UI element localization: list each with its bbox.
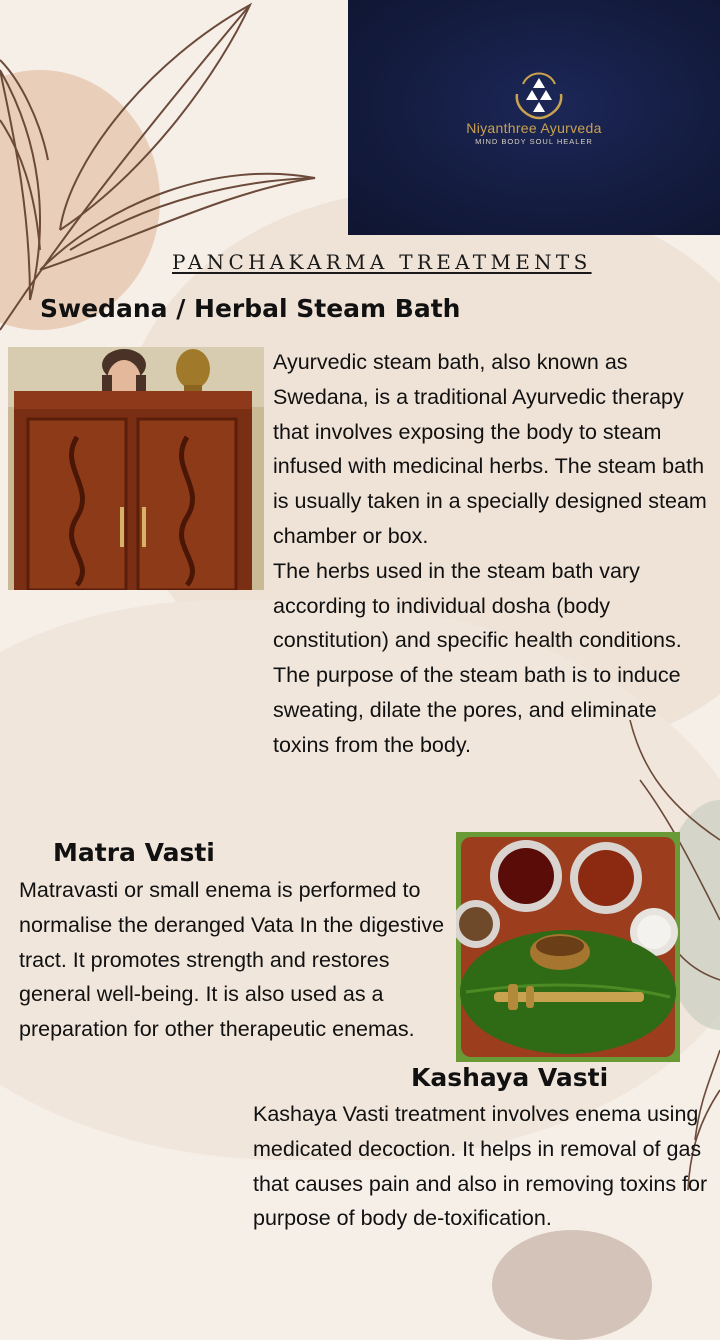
kashaya-vasti-description: Kashaya Vasti treatment involves enema using medicated decoction. It helps in removal of gas that causes pain and also in removing toxins for purpose of body de-toxification.	[253, 1102, 708, 1231]
swedana-description	[273, 345, 713, 763]
section-title-matra-vasti: Matra Vasti	[53, 838, 215, 867]
decor-blob	[492, 1230, 652, 1340]
swedana-paragraph: The purpose of the steam bath is to induce sweating, dilate the pores, and eliminate toxins from the body.	[273, 663, 681, 757]
section-title-swedana: Swedana / Herbal Steam Bath	[40, 294, 461, 323]
vasti-ingredients-photo	[456, 832, 680, 1062]
section-title-kashaya-vasti: Kashaya Vasti	[411, 1063, 609, 1092]
page-title: PANCHAKARMA TREATMENTS	[172, 250, 592, 274]
swedana-paragraph: Ayurvedic steam bath, also known as Swedana, is a traditional Ayurvedic therapy that involves exposing the body to steam infused with medicinal herbs. The steam bath is usually taken in a specially designed steam chamber or box.	[273, 350, 707, 548]
swedana-paragraph: The herbs used in the steam bath vary according to individual dosha (body constitution) and specific health conditions.	[273, 558, 682, 653]
brand-name: Niyanthree Ayurveda	[466, 120, 602, 136]
matra-vasti-description: Matravasti or small enema is performed to normalise the deranged Vata In the digestive tract. It promotes strength and restores general well-being. It is also used as a preparation for other therapeutic enemas.	[19, 878, 445, 1042]
brand-logo-panel	[348, 0, 720, 235]
brand-logo-icon	[511, 64, 567, 122]
steam-bath-photo	[8, 347, 264, 590]
brand-tagline: MIND BODY SOUL HEALER	[475, 137, 593, 146]
